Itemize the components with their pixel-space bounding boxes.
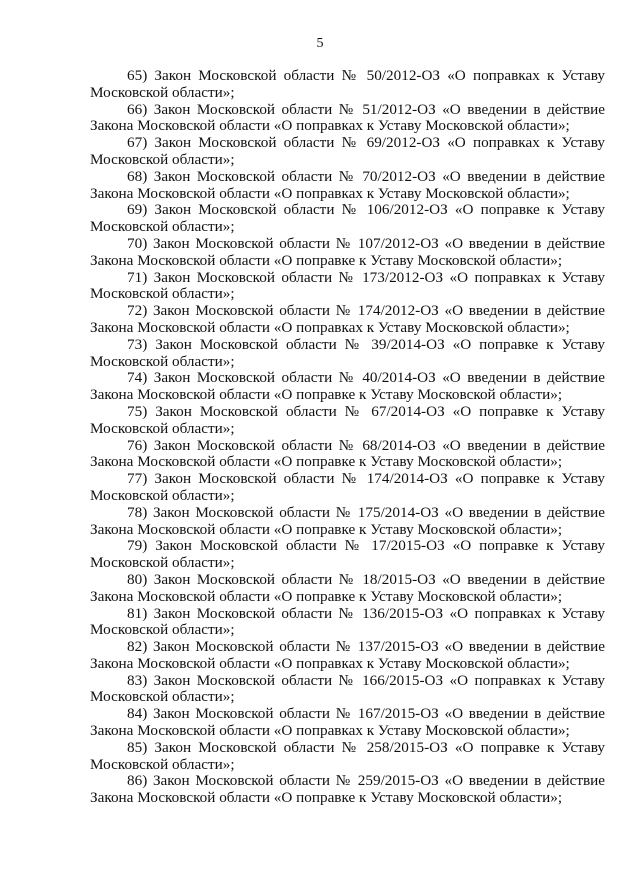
list-item: 80) Закон Московской области № 18/2015-ОЗ «О введении в действие Закона Московской области «О поправке к Уставу Московской области»;: [90, 570, 605, 605]
list-item: 77) Закон Московской области № 174/2014-ОЗ «О поправке к Уставу Московской области»;: [90, 470, 605, 504]
list-item: 78) Закон Московской области № 175/2014-ОЗ «О введении в действие Закона Московской области «О поправке к Уставу Московской области»;: [90, 503, 605, 538]
list-item: 68) Закон Московской области № 70/2012-ОЗ «О введении в действие Закона Московской области «О поправках к Уставу Московской области»;: [90, 167, 605, 202]
list-item: 82) Закон Московской области № 137/2015-ОЗ «О введении в действие Закона Московской области «О поправках к Уставу Московской области»;: [90, 638, 605, 672]
law-list: [90, 68, 605, 807]
list-item: 71) Закон Московской области № 173/2012-ОЗ «О поправках к Уставу Московской области»;: [90, 268, 605, 303]
list-item: 79) Закон Московской области № 17/2015-ОЗ «О поправке к Уставу Московской области»;: [90, 537, 605, 572]
list-item: 76) Закон Московской области № 68/2014-ОЗ «О введении в действие Закона Московской области «О поправке к Уставу Московской области»;: [90, 436, 605, 471]
list-item: 74) Закон Московской области № 40/2014-ОЗ «О введении в действие Закона Московской области «О поправке к Уставу Московской области»;: [90, 369, 605, 404]
page-number: 5: [316, 36, 324, 51]
list-item: 84) Закон Московской области № 167/2015-ОЗ «О введении в действие Закона Московской области «О поправках к Уставу Московской области»;: [90, 705, 605, 740]
list-item: 70) Закон Московской области № 107/2012-ОЗ «О введении в действие Закона Московской области «О поправке к Уставу Московской области»;: [90, 234, 605, 269]
list-item: 75) Закон Московской области № 67/2014-ОЗ «О поправке к Уставу Московской области»;: [90, 402, 605, 437]
list-item: 65) Закон Московской области № 50/2012-ОЗ «О поправках к Уставу Московской области»;: [90, 67, 605, 101]
list-item: 69) Закон Московской области № 106/2012-ОЗ «О поправке к Уставу Московской области»;: [90, 201, 605, 236]
list-item: 72) Закон Московской области № 174/2012-ОЗ «О введении в действие Закона Московской области «О поправках к Уставу Московской области»;: [90, 302, 605, 336]
list-item: 73) Закон Московской области № 39/2014-ОЗ «О поправке к Уставу Московской области»;: [90, 335, 605, 370]
list-item: 86) Закон Московской области № 259/2015-ОЗ «О введении в действие Закона Московской области «О поправке к Уставу Московской области»;: [90, 772, 605, 807]
list-item: 67) Закон Московской области № 69/2012-ОЗ «О поправках к Уставу Московской области»;: [90, 134, 605, 168]
list-item: 81) Закон Московской области № 136/2015-ОЗ «О поправках к Уставу Московской области»;: [90, 604, 605, 639]
list-item: 66) Закон Московской области № 51/2012-ОЗ «О введении в действие Закона Московской области «О поправках к Уставу Московской области»;: [90, 100, 605, 135]
list-item: 85) Закон Московской области № 258/2015-ОЗ «О поправке к Уставу Московской области»;: [90, 738, 605, 773]
list-item: 83) Закон Московской области № 166/2015-ОЗ «О поправках к Уставу Московской области»;: [90, 671, 605, 706]
